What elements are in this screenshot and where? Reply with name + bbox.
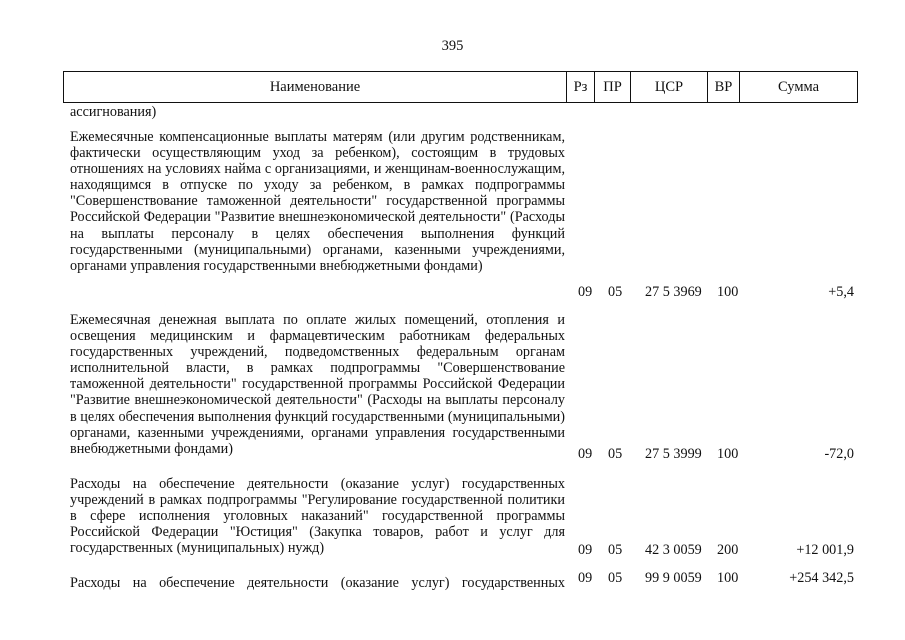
table-row: [70, 129, 854, 300]
row-rz: 09: [578, 446, 593, 462]
column-header-sum: Сумма: [777, 78, 820, 95]
row-pr: 05: [608, 446, 623, 462]
row-sum: -72,0: [824, 446, 854, 462]
table-header: [63, 71, 858, 103]
row-vr: 200: [717, 542, 739, 558]
row-vr: 100: [717, 446, 739, 462]
row-vr: 100: [717, 570, 739, 586]
table-row: [70, 476, 854, 558]
column-header-pr: ПР: [595, 72, 631, 102]
row-csr: 42 3 0059: [645, 542, 702, 558]
row-sum: +12 001,9: [796, 542, 854, 558]
row-sum: +5,4: [828, 284, 854, 300]
column-header-csr: ЦСР: [631, 72, 708, 102]
row-vr: 100: [717, 284, 739, 300]
row-csr: 99 9 0059: [645, 570, 702, 586]
continuation-text: ассигнования): [70, 104, 157, 120]
row-description: Ежемесячные компенсационные выплаты матерям (или другим родственникам, фактически осуществляющим уход за ребенком), состоящим в трудовых отношениях на условиях найма с организациями, и женщинам-военнослужащим, находящимся в отпуске по уходу за ребенком, в рамках подпрограммы "Совершенствование таможенной деятельности" государственной программы Российской Федерации "Развитие внешнеэкономической деятельности" (Расходы на выплаты персоналу в целях обеспечения выполнения функций государственными (муниципальными) органами, казенными учреждениями, органами управления государственными внебюджетными фондами): [70, 129, 565, 274]
table-row: [70, 312, 854, 462]
row-rz: 09: [578, 284, 593, 300]
row-pr: 05: [608, 542, 623, 558]
row-csr: 27 5 3999: [645, 446, 702, 462]
row-description: Расходы на обеспечение деятельности (оказание услуг) государственных: [70, 575, 565, 591]
row-pr: 05: [608, 284, 623, 300]
row-csr: 27 5 3969: [645, 284, 702, 300]
column-header-rz: Рз: [567, 72, 595, 102]
row-pr: 05: [608, 570, 623, 586]
table-row: [70, 570, 854, 591]
row-rz: 09: [578, 542, 593, 558]
column-header-name: Наименование: [64, 72, 567, 102]
row-sum: +254 342,5: [789, 570, 854, 586]
row-description: Ежемесячная денежная выплата по оплате жилых помещений, отопления и освещения медицинским и фармацевтическим работникам федеральных государственных учреждений, подведомственных федеральным органам исполнительной власти, в рамках подпрограммы "Совершенствование таможенной деятельности" государственной программы Российской Федерации "Развитие внешнеэкономической деятельности" (Расходы на выплаты персоналу в целях обеспечения выполнения функций государственными (муниципальными) органами, казенными учреждениями, органами управления государственными внебюджетными фондами): [70, 312, 565, 457]
row-rz: 09: [578, 570, 593, 586]
column-header-vr: ВР: [708, 72, 740, 102]
page-number: 395: [441, 38, 464, 54]
row-description: Расходы на обеспечение деятельности (оказание услуг) государственных учреждений в рамках подпрограммы "Регулирование государственной политики в сфере исполнения уголовных наказаний" государственной программы Российской Федерации "Юстиция" (Закупка товаров, работ и услуг для государственных (муниципальных) нужд): [70, 476, 565, 557]
